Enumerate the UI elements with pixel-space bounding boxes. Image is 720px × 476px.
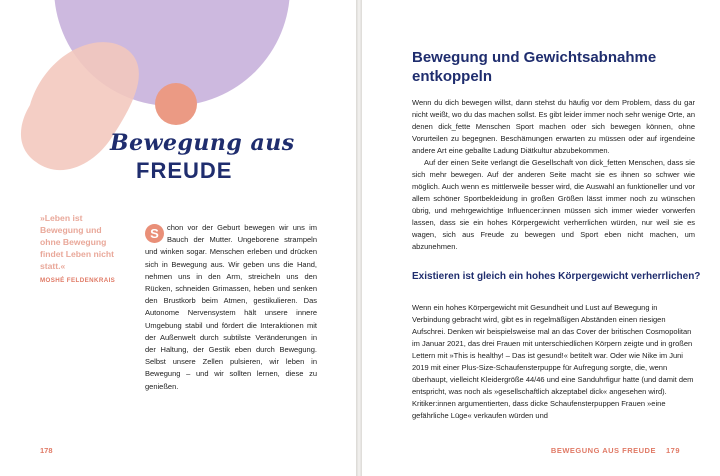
paragraph-1: Wenn du dich bewegen willst, dann stehst du häufig vor dem Problem, dass du gar nicht weißt, wo du das machen sollst. Es gibt leider immer noch sehr wenige Orte, an denen dick_fette Menschen Sport machen oder sich bewegen können, ohne Vorurteilen zu begegnen. Beschämungen erwarten zu müssen oder auf irgendeine andere Art eine geballte Ladung Diätkultur abzubekommen.	[412, 98, 695, 155]
drop-cap: S	[145, 224, 164, 243]
chapter-title-bold: FREUDE	[136, 158, 233, 183]
right-body-block-1	[412, 97, 695, 253]
left-page	[0, 0, 356, 476]
page-number-right: 179	[665, 446, 680, 455]
right-page	[362, 0, 720, 476]
left-body-text	[145, 222, 317, 393]
chapter-title-script: Bewegung aus	[110, 130, 295, 156]
coral-circle	[155, 83, 197, 125]
running-footer	[551, 446, 680, 455]
page-number-left: 178	[40, 446, 53, 455]
pull-quote-author: MOSHÉ FELDENKRAIS	[40, 277, 116, 284]
pull-quote-text: »Leben ist Bewegung und ohne Bewegung findet Leben nicht statt.«	[40, 213, 114, 271]
paragraph-3: Wenn ein hohes Körpergewicht mit Gesundheit und Lust auf Bewegung in Verbindung gebracht wird, gibt es in regelmäßigen Abständen einen riesigen Aufschrei. Denken wir beispielsweise mal an das Cover der britischen Cosmopolitan im Januar 2021, das drei Frauen mit unterschiedlichen Körpern zeigte und in großen Lettern mit »This is healthy! – Das ist gesund!« betitelt war. Oder wie Nike im Juni 2019 mit einer Plus-Size-Schaufensterpuppe für Aufregung sorgte, die, wenn überhaupt, vielleicht Kleidergröße 44/46 und eine Sanduhrfigur hatte (und damit dem entspricht, was noch als »gesellschaftlich akzeptabel dick« angesehen wird). Kritiker:innen argumentierten, dass dicke Schaufensterpuppen Frauen »eine gefährliche Lüge« verkaufen würden und	[412, 303, 694, 420]
paragraph-2: Auf der einen Seite verlangt die Gesellschaft von dick_fetten Menschen, dass sie sich mehr bewegen. Auf der anderen Seite macht sie es ihnen so schwer wie möglich. Auch wenn es mittlerweile besser wird, die Auswahl an funktioneller und vor allem schöner Sportbekleidung in großen Größen lässt immer noch zu wünschen übrig, und mehrgewichtige Influencer:innen müssen sich immer wieder vorwerfen lassen, dass sie ein hohes Körpergewicht verherrlichen würden, nur weil sie es wagen, sich aus Freude zu bewegen und Sport eben nicht machen, um abzunehmen.	[412, 158, 695, 251]
section-subheading: Existieren ist gleich ein hohes Körpergewicht verherrlichen?	[412, 271, 701, 282]
left-body-paragraph: chon vor der Geburt bewegen wir uns im Bauch der Mutter. Ungeborene strampeln und winken sogar. Menschen erleben und drücken sich in Bewegung aus. Wir geben uns die Hand, nehmen uns in den Arm, streicheln uns den Rücken, schneiden Grimassen, heben und senken den Brustkorb beim Atmen, gestikulieren. Das Autonome Nervensystem hält unsere innere Umgebung stabil und fördert die Interaktionen mit der Außenwelt durch subtilste Veränderungen in der Haltung, der Gestik eben durch Bewegung. Selbst unsere Zellen pulsieren, wir leben in Bewegung – und wir sollten lernen, diese zu genießen.	[145, 223, 317, 391]
section-heading: Bewegung und Gewichtsabnahme entkoppeln	[412, 49, 657, 85]
pull-quote	[40, 212, 124, 284]
running-head: BEWEGUNG AUS FREUDE	[550, 446, 656, 455]
right-body-block-2	[412, 302, 695, 422]
